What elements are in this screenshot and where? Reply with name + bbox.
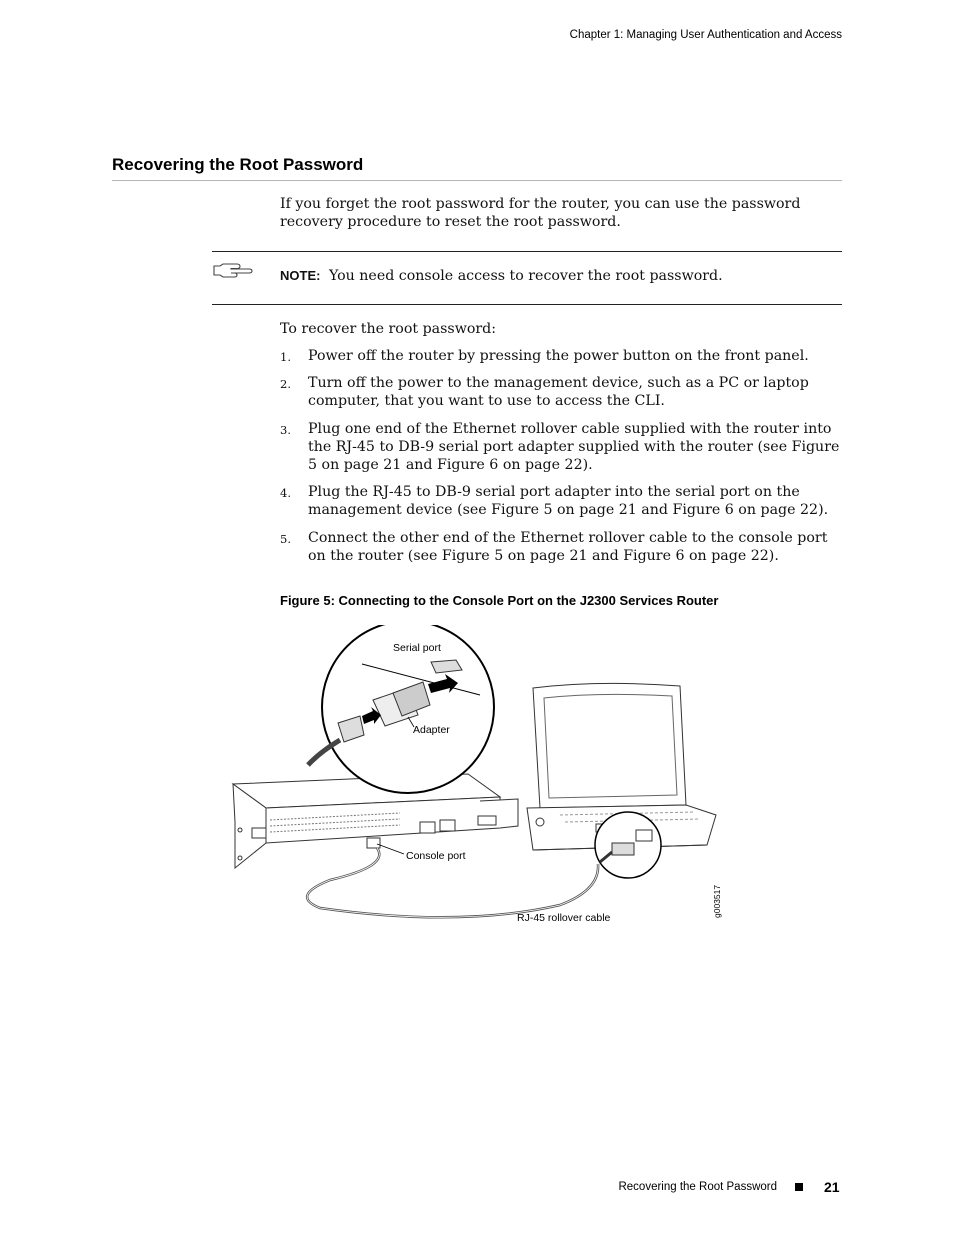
step-item bbox=[280, 483, 842, 519]
step-text: Power off the router by pressing the power button on the front panel. bbox=[308, 348, 809, 364]
figure-caption: Figure 5: Connecting to the Console Port on the J2300 Services Router bbox=[280, 593, 719, 608]
page-number: 21 bbox=[824, 1179, 840, 1195]
step-text: Connect the other end of the Ethernet rollover cable to the console port on the router (see Figure 5 on page 21 and Figure 6 on page 22). bbox=[308, 529, 828, 564]
procedure-steps bbox=[280, 347, 842, 574]
step-item bbox=[280, 420, 842, 475]
serial-port-label: Serial port bbox=[393, 642, 441, 654]
section-title: Recovering the Root Password bbox=[112, 155, 364, 174]
adapter-label: Adapter bbox=[413, 724, 450, 736]
step-number: 1. bbox=[280, 350, 291, 364]
step-number: 2. bbox=[280, 377, 291, 392]
footer-text: Recovering the Root Password bbox=[618, 1181, 777, 1193]
pointing-hand-icon bbox=[213, 262, 255, 285]
step-text: Turn off the power to the management device, such as a PC or laptop computer, that you want to use to access the CLI. bbox=[308, 375, 809, 410]
step-number: 4. bbox=[280, 486, 291, 501]
note-bottom-rule bbox=[212, 304, 842, 305]
title-rule bbox=[112, 180, 842, 181]
step-item bbox=[280, 374, 842, 410]
step-text: Plug one end of the Ethernet rollover cable supplied with the router into the RJ-45 to DB-9 serial port adapter supplied with the router (see Figure 5 on page 21 and Figure 6 on page 22). bbox=[308, 420, 840, 474]
serial-port-detail-circle bbox=[595, 812, 661, 878]
note-body: You need console access to recover the root password. bbox=[328, 268, 723, 284]
step-text: Plug the RJ-45 to DB-9 serial port adapter into the serial port on the management device (see Figure 5 on page 21 and Figure 6 on page 22). bbox=[308, 484, 829, 519]
note-label: NOTE: bbox=[280, 268, 321, 283]
step-number: 3. bbox=[280, 422, 291, 437]
figure-illustration bbox=[228, 625, 728, 935]
cable-label: RJ-45 rollover cable bbox=[517, 912, 611, 924]
procedure-lead: To recover the root password: bbox=[280, 321, 497, 337]
note-text bbox=[280, 267, 840, 285]
router-icon bbox=[233, 774, 518, 868]
console-port-label: Console port bbox=[406, 850, 466, 862]
intro-paragraph: If you forget the root password for the router, you can use the password recovery procedure to reset the root password. bbox=[280, 196, 801, 231]
step-item bbox=[280, 529, 842, 565]
footer-square-icon bbox=[795, 1183, 803, 1191]
step-item bbox=[280, 347, 842, 365]
step-number: 5. bbox=[280, 531, 291, 546]
figure-id-label: g003517 bbox=[712, 884, 722, 918]
running-header: Chapter 1: Managing User Authentication and Access bbox=[569, 29, 842, 41]
note-top-rule bbox=[212, 251, 842, 252]
